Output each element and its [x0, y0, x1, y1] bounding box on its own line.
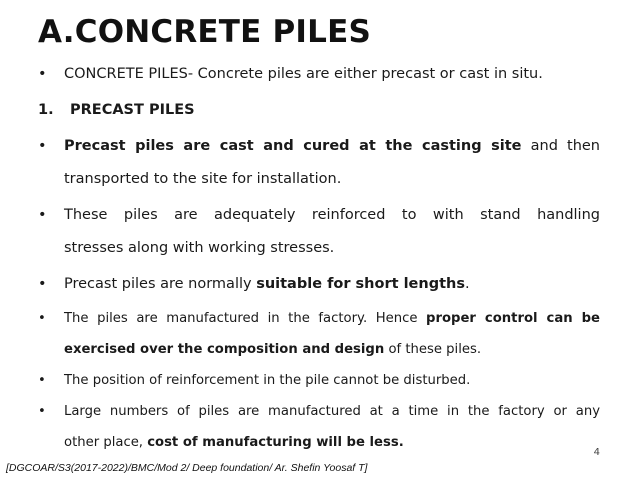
bullet-marker: • — [38, 207, 47, 223]
emphasis-text: suitable for short lengths — [256, 276, 465, 292]
emphasis-text: proper control can be — [426, 311, 600, 326]
text-fragment: and then — [521, 138, 600, 154]
text-fragment: other place, — [64, 435, 148, 450]
bullet-marker: • — [38, 404, 46, 419]
page-number: 4 — [593, 447, 600, 458]
bullet-marker: • — [38, 138, 47, 154]
bullet-item — [38, 365, 600, 396]
bullet-text: The position of reinforcement in the pile cannot be disturbed. — [64, 373, 471, 388]
section-heading — [38, 94, 600, 127]
bullet-marker: • — [38, 66, 47, 82]
bullet-item — [38, 58, 600, 91]
bullet-text — [64, 268, 600, 301]
heading-number: 1. — [38, 102, 54, 118]
bullet-item — [38, 199, 600, 265]
text-fragment: stresses along with working stresses. — [64, 240, 335, 256]
bullet-item — [38, 268, 600, 301]
slide-title: A.CONCRETE PILES — [38, 14, 372, 50]
bullet-text: CONCRETE PILES- Concrete piles are either precast or cast in situ. — [64, 66, 543, 82]
bullet-text — [64, 130, 600, 196]
footer-citation: [DGCOAR/S3(2017-2022)/BMC/Mod 2/ Deep foundation/ Ar. Shefin Yoosaf T] — [6, 462, 368, 474]
bullet-marker: • — [38, 373, 46, 388]
text-fragment: Large numbers of piles are manufactured at a time in the factory or any — [64, 404, 600, 419]
text-fragment: The piles are manufactured in the factory. Hence — [64, 311, 427, 326]
bullet-text — [64, 303, 600, 365]
text-fragment: . — [464, 276, 470, 292]
emphasis-text: cost of manufacturing will be less. — [147, 435, 404, 450]
emphasis-text: Precast piles are cast and cured at the casting site — [64, 138, 522, 154]
bullet-item — [38, 130, 600, 196]
bullet-marker: • — [38, 311, 46, 326]
text-fragment: Precast piles are normally — [64, 276, 257, 292]
text-fragment: These piles are adequately reinforced to with stand handling — [64, 207, 600, 223]
heading-text: PRECAST PILES — [70, 102, 195, 118]
emphasis-text: exercised over the composition and design — [64, 342, 385, 357]
bullet-list — [38, 58, 600, 458]
bullet-item — [38, 396, 600, 458]
text-fragment: of these piles. — [384, 342, 482, 357]
text-fragment: transported to the site for installation. — [64, 171, 342, 187]
bullet-marker: • — [38, 276, 47, 292]
bullet-text — [64, 396, 600, 458]
bullet-item — [38, 303, 600, 365]
bullet-text — [64, 199, 600, 265]
